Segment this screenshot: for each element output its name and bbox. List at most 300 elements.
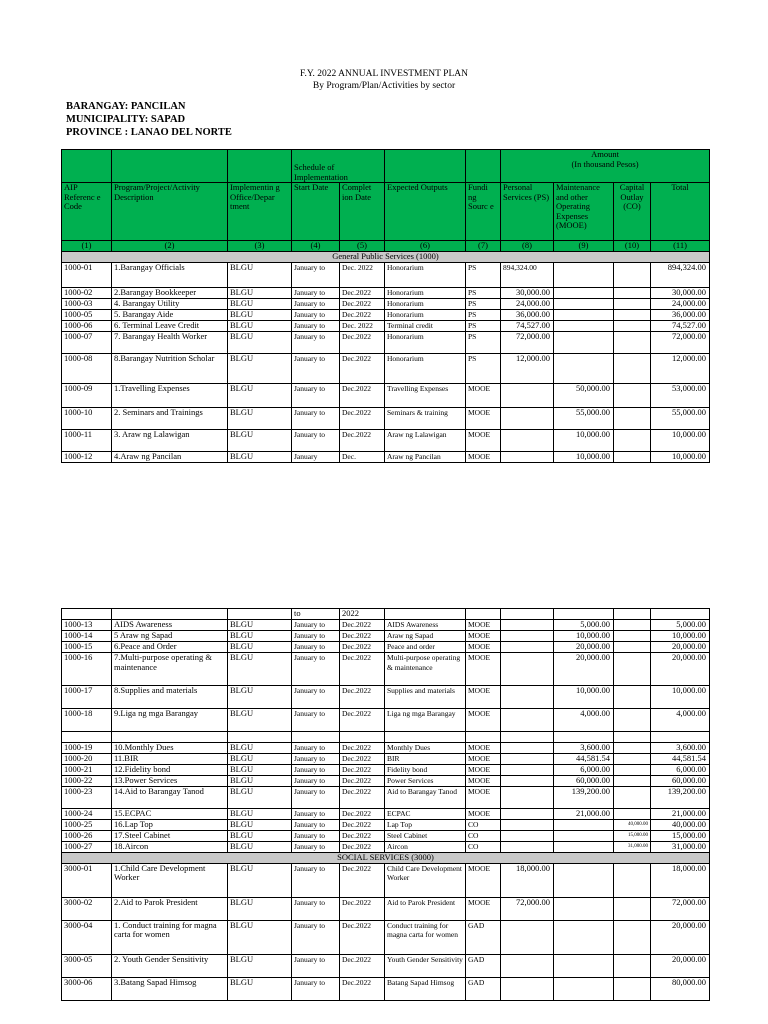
- total-amount-cell: 6,000.00: [651, 765, 710, 776]
- mooe-amount-cell: [554, 820, 614, 831]
- mooe-amount-cell: [554, 732, 614, 743]
- start-date-cell: January to: [292, 743, 340, 754]
- description-cell: AIDS Awareness: [112, 620, 228, 631]
- funding-source-cell: PS: [466, 331, 501, 353]
- co-amount-cell: 31,000.00: [614, 842, 651, 853]
- co-amount-cell: [614, 754, 651, 765]
- mooe-amount-cell: [554, 262, 614, 287]
- expected-output-cell: Peace and order: [385, 642, 466, 653]
- total-amount-cell: 21,000.00: [651, 809, 710, 820]
- office-cell: BLGU: [228, 642, 292, 653]
- aip-code-cell: 1000-18: [62, 709, 112, 732]
- co-amount-cell: [614, 429, 651, 451]
- description-cell: 14.Aid to Barangay Tanod: [112, 787, 228, 809]
- aip-code-cell: 1000-21: [62, 765, 112, 776]
- office-cell: BLGU: [228, 754, 292, 765]
- table-row: [62, 743, 710, 754]
- co-amount-cell: [614, 642, 651, 653]
- funding-source-cell: PS: [466, 309, 501, 320]
- completion-date-cell: Dec.2022: [340, 287, 385, 298]
- completion-date-cell: Dec.2022: [340, 631, 385, 642]
- completion-date-cell: Dec.2022: [340, 709, 385, 732]
- funding-source-cell: MOOE: [466, 642, 501, 653]
- table-row: [62, 977, 710, 1000]
- total-amount-cell: 44,581.54: [651, 754, 710, 765]
- start-date-cell: January to: [292, 631, 340, 642]
- ps-amount-cell: 24,000.00: [501, 298, 554, 309]
- total-amount-cell: 74,527.00: [651, 320, 710, 331]
- completion-date-cell: Dec.2022: [340, 820, 385, 831]
- table-row: [62, 831, 710, 842]
- office-cell: [228, 732, 292, 743]
- table-row: [62, 754, 710, 765]
- description-cell: 3. Araw ng Lalawigan: [112, 429, 228, 451]
- ps-amount-cell: [501, 642, 554, 653]
- funding-source-cell: MOOE: [466, 809, 501, 820]
- expected-output-cell: Monthly Dues: [385, 743, 466, 754]
- table-row: [62, 287, 710, 298]
- col-funding-header: Fundi ng Sourc e: [466, 183, 501, 241]
- office-cell: BLGU: [228, 776, 292, 787]
- ps-amount-cell: [501, 429, 554, 451]
- aip-code-cell: 3000-06: [62, 977, 112, 1000]
- expected-output-cell: Aid to Barangay Tanod: [385, 787, 466, 809]
- aip-code-cell: 1000-17: [62, 686, 112, 709]
- ps-amount-cell: [501, 954, 554, 977]
- table-row: [62, 262, 710, 287]
- start-date-cell: January to: [292, 653, 340, 686]
- mooe-amount-cell: 4,000.00: [554, 709, 614, 732]
- ps-amount-cell: [501, 842, 554, 853]
- co-amount-cell: [614, 920, 651, 954]
- total-amount-cell: 72,000.00: [651, 897, 710, 920]
- office-cell: BLGU: [228, 709, 292, 732]
- office-cell: BLGU: [228, 809, 292, 820]
- co-amount-cell: [614, 743, 651, 754]
- co-amount-cell: [614, 287, 651, 298]
- co-amount-cell: [614, 863, 651, 897]
- office-cell: BLGU: [228, 298, 292, 309]
- table-row: [62, 897, 710, 920]
- aip-code-cell: 1000-14: [62, 631, 112, 642]
- mooe-amount-cell: [554, 897, 614, 920]
- document-subtitle: By Program/Plan/Activities by sector: [312, 81, 456, 91]
- col-num: (4): [292, 241, 340, 252]
- co-amount-cell: [614, 407, 651, 429]
- mooe-amount-cell: 10,000.00: [554, 429, 614, 451]
- start-date-cell: January to: [292, 809, 340, 820]
- table-row: [62, 383, 710, 407]
- description-cell: 4.Araw ng Pancilan: [112, 451, 228, 462]
- ps-amount-cell: 72,000.00: [501, 897, 554, 920]
- description-cell: 9.Liga ng mga Barangay: [112, 709, 228, 732]
- funding-source-cell: MOOE: [466, 897, 501, 920]
- expected-output-cell: Honorarium: [385, 287, 466, 298]
- co-amount-cell: [614, 653, 651, 686]
- co-amount-cell: [614, 776, 651, 787]
- description-cell: 17.Steel Cabinet: [112, 831, 228, 842]
- funding-source-cell: MOOE: [466, 653, 501, 686]
- completion-date-cell: Dec.2022: [340, 776, 385, 787]
- table-row: [62, 863, 710, 897]
- document-title: F.Y. 2022 ANNUAL INVESTMENT PLAN: [300, 69, 468, 79]
- expected-output-cell: Liga ng mga Barangay: [385, 709, 466, 732]
- expected-output-cell: Honorarium: [385, 298, 466, 309]
- completion-date-cell: Dec.2022: [340, 831, 385, 842]
- table-row: [62, 429, 710, 451]
- co-amount-cell: [614, 765, 651, 776]
- description-cell: 1.Travelling Expenses: [112, 383, 228, 407]
- table-body-page1: [62, 262, 710, 462]
- description-cell: 13.Power Services: [112, 776, 228, 787]
- mooe-amount-cell: [554, 298, 614, 309]
- completion-date-cell: Dec.2022: [340, 429, 385, 451]
- completion-date-cell: Dec.2022: [340, 743, 385, 754]
- funding-source-cell: PS: [466, 287, 501, 298]
- total-amount-cell: 10,000.00: [651, 686, 710, 709]
- total-amount-cell: 139,200.00: [651, 787, 710, 809]
- total-amount-cell: 80,000.00: [651, 977, 710, 1000]
- expected-output-cell: ECPAC: [385, 809, 466, 820]
- ps-amount-cell: [501, 920, 554, 954]
- col-aip-code-header: AIP Referenc e Code: [62, 183, 112, 241]
- expected-output-cell: Fidelity bond: [385, 765, 466, 776]
- co-amount-cell: [614, 809, 651, 820]
- table-row: [62, 331, 710, 353]
- completion-date-cell: Dec.2022: [340, 977, 385, 1000]
- expected-output-cell: Travelling Expenses: [385, 383, 466, 407]
- col-num: (2): [112, 241, 228, 252]
- completion-date-cell: Dec.2022: [340, 383, 385, 407]
- mooe-amount-cell: [554, 842, 614, 853]
- funding-source-cell: [466, 732, 501, 743]
- start-date-cell: January to: [292, 954, 340, 977]
- completion-date-cell: Dec.: [340, 451, 385, 462]
- total-amount-cell: 3,600.00: [651, 743, 710, 754]
- co-amount-cell: [614, 331, 651, 353]
- co-amount-cell: [614, 353, 651, 383]
- total-amount-cell: 12,000.00: [651, 353, 710, 383]
- cont-start: to: [292, 609, 340, 620]
- mooe-amount-cell: [554, 331, 614, 353]
- table-row: [62, 298, 710, 309]
- description-cell: 12.Fidelity bond: [112, 765, 228, 776]
- expected-output-cell: Honorarium: [385, 309, 466, 320]
- ps-amount-cell: [501, 653, 554, 686]
- start-date-cell: January to: [292, 642, 340, 653]
- ps-amount-cell: 894,324.00: [501, 262, 554, 287]
- co-amount-cell: [614, 897, 651, 920]
- table-row: [62, 765, 710, 776]
- mooe-amount-cell: 50,000.00: [554, 383, 614, 407]
- description-cell: 2. Seminars and Trainings: [112, 407, 228, 429]
- col-num: (6): [385, 241, 466, 252]
- funding-source-cell: MOOE: [466, 765, 501, 776]
- ps-amount-cell: [501, 831, 554, 842]
- description-cell: 8.Barangay Nutrition Scholar: [112, 353, 228, 383]
- office-cell: BLGU: [228, 407, 292, 429]
- description-cell: 4. Barangay Utility: [112, 298, 228, 309]
- expected-output-cell: Steel Cabinet: [385, 831, 466, 842]
- funding-source-cell: GAD: [466, 920, 501, 954]
- table-row: [62, 642, 710, 653]
- mooe-amount-cell: [554, 831, 614, 842]
- funding-source-cell: MOOE: [466, 776, 501, 787]
- office-cell: BLGU: [228, 287, 292, 298]
- ps-amount-cell: [501, 709, 554, 732]
- col-ppa-header: Program/Project/Activity Description: [112, 183, 228, 241]
- total-amount-cell: 894,324.00: [651, 262, 710, 287]
- total-amount-cell: 31,000.00: [651, 842, 710, 853]
- ps-amount-cell: [501, 620, 554, 631]
- funding-source-cell: MOOE: [466, 429, 501, 451]
- total-amount-cell: 24,000.00: [651, 298, 710, 309]
- funding-source-cell: PS: [466, 298, 501, 309]
- total-amount-cell: 4,000.00: [651, 709, 710, 732]
- office-cell: BLGU: [228, 353, 292, 383]
- funding-source-cell: MOOE: [466, 863, 501, 897]
- expected-output-cell: Honorarium: [385, 353, 466, 383]
- office-cell: BLGU: [228, 977, 292, 1000]
- office-cell: BLGU: [228, 331, 292, 353]
- description-cell: 2.Aid to Parok President: [112, 897, 228, 920]
- completion-date-cell: Dec.2022: [340, 331, 385, 353]
- total-amount-cell: 53,000.00: [651, 383, 710, 407]
- start-date-cell: January to: [292, 897, 340, 920]
- description-cell: 2.Barangay Bookkeeper: [112, 287, 228, 298]
- mooe-amount-cell: [554, 863, 614, 897]
- expected-output-cell: Honorarium: [385, 331, 466, 353]
- funding-source-cell: MOOE: [466, 709, 501, 732]
- co-amount-cell: [614, 320, 651, 331]
- expected-output-cell: BIR: [385, 754, 466, 765]
- start-date-cell: January to: [292, 620, 340, 631]
- start-date-cell: January to: [292, 320, 340, 331]
- investment-table-page1: [61, 149, 710, 463]
- expected-output-cell: Araw ng Lalawigan: [385, 429, 466, 451]
- aip-code-cell: [62, 732, 112, 743]
- province-label: PROVINCE : LANAO DEL NORTE: [66, 127, 232, 138]
- completion-date-cell: Dec. 2022: [340, 320, 385, 331]
- ps-amount-cell: [501, 809, 554, 820]
- expected-output-cell: Aid to Parok President: [385, 897, 466, 920]
- investment-table-page2: [61, 608, 710, 1001]
- col-num: (9): [554, 241, 614, 252]
- completion-date-cell: Dec.2022: [340, 809, 385, 820]
- col-num: (5): [340, 241, 385, 252]
- mooe-amount-cell: 55,000.00: [554, 407, 614, 429]
- ps-amount-cell: [501, 765, 554, 776]
- description-cell: 6.Peace and Order: [112, 642, 228, 653]
- table-body-page2b: [62, 863, 710, 1000]
- completion-date-cell: Dec.2022: [340, 954, 385, 977]
- total-amount-cell: 60,000.00: [651, 776, 710, 787]
- expected-output-cell: Lap Top: [385, 820, 466, 831]
- ps-amount-cell: [501, 776, 554, 787]
- start-date-cell: January to: [292, 787, 340, 809]
- col-outputs-header: Expected Outputs: [385, 183, 466, 241]
- description-cell: 15.ECPAC: [112, 809, 228, 820]
- expected-output-cell: Supplies and materials: [385, 686, 466, 709]
- funding-source-cell: MOOE: [466, 451, 501, 462]
- table-header-row-main: [62, 183, 710, 241]
- office-cell: BLGU: [228, 429, 292, 451]
- funding-source-cell: MOOE: [466, 754, 501, 765]
- ps-amount-cell: [501, 743, 554, 754]
- aip-code-cell: 1000-27: [62, 842, 112, 853]
- co-amount-cell: [614, 977, 651, 1000]
- funding-source-cell: CO: [466, 820, 501, 831]
- col-mooe-header: Maintenance and other Operating Expenses (MOOE): [554, 183, 614, 241]
- completion-date-cell: Dec.2022: [340, 842, 385, 853]
- start-date-cell: January to: [292, 298, 340, 309]
- mooe-amount-cell: 139,200.00: [554, 787, 614, 809]
- col-total-header: Total: [651, 183, 710, 241]
- office-cell: BLGU: [228, 897, 292, 920]
- ps-amount-cell: 30,000.00: [501, 287, 554, 298]
- mooe-amount-cell: 20,000.00: [554, 653, 614, 686]
- aip-code-cell: 1000-07: [62, 331, 112, 353]
- office-cell: BLGU: [228, 787, 292, 809]
- table-row: [62, 732, 710, 743]
- start-date-cell: January to: [292, 309, 340, 320]
- total-amount-cell: 40,000.00: [651, 820, 710, 831]
- funding-source-cell: MOOE: [466, 383, 501, 407]
- start-date-cell: January to: [292, 863, 340, 897]
- completion-date-cell: Dec.2022: [340, 298, 385, 309]
- description-cell: [112, 732, 228, 743]
- total-amount-cell: 10,000.00: [651, 429, 710, 451]
- office-cell: BLGU: [228, 309, 292, 320]
- total-amount-cell: 10,000.00: [651, 451, 710, 462]
- mooe-amount-cell: 10,000.00: [554, 631, 614, 642]
- aip-code-cell: 1000-20: [62, 754, 112, 765]
- co-amount-cell: [614, 309, 651, 320]
- expected-output-cell: Honorarium: [385, 262, 466, 287]
- co-amount-cell: [614, 383, 651, 407]
- completion-date-cell: Dec.2022: [340, 642, 385, 653]
- office-cell: BLGU: [228, 451, 292, 462]
- table-row: [62, 709, 710, 732]
- expected-output-cell: Youth Gender Sensitivity: [385, 954, 466, 977]
- table-row: [62, 353, 710, 383]
- table-header-row-top: [62, 150, 710, 183]
- ps-amount-cell: 36,000.00: [501, 309, 554, 320]
- total-amount-cell: 5,000.00: [651, 620, 710, 631]
- completion-date-cell: [340, 732, 385, 743]
- aip-code-cell: 1000-12: [62, 451, 112, 462]
- co-amount-cell: [614, 451, 651, 462]
- office-cell: BLGU: [228, 743, 292, 754]
- barangay-label: BARANGAY: PANCILAN: [66, 101, 186, 112]
- total-amount-cell: 55,000.00: [651, 407, 710, 429]
- aip-code-cell: 1000-15: [62, 642, 112, 653]
- co-amount-cell: [614, 262, 651, 287]
- mooe-amount-cell: 5,000.00: [554, 620, 614, 631]
- col-num: (3): [228, 241, 292, 252]
- funding-source-cell: PS: [466, 262, 501, 287]
- expected-output-cell: Aircon: [385, 842, 466, 853]
- total-amount-cell: 20,000.00: [651, 954, 710, 977]
- aip-code-cell: 3000-04: [62, 920, 112, 954]
- funding-source-cell: GAD: [466, 977, 501, 1000]
- description-cell: 8.Supplies and materials: [112, 686, 228, 709]
- total-amount-cell: 10,000.00: [651, 631, 710, 642]
- office-cell: BLGU: [228, 653, 292, 686]
- completion-date-cell: Dec.2022: [340, 754, 385, 765]
- aip-code-cell: 1000-13: [62, 620, 112, 631]
- expected-output-cell: Araw ng Pancilan: [385, 451, 466, 462]
- col-num: (8): [501, 241, 554, 252]
- start-date-cell: January to: [292, 262, 340, 287]
- start-date-cell: January to: [292, 353, 340, 383]
- aip-code-cell: 3000-01: [62, 863, 112, 897]
- start-date-cell: January to: [292, 765, 340, 776]
- description-cell: 1. Conduct training for magna carta for women: [112, 920, 228, 954]
- funding-source-cell: CO: [466, 842, 501, 853]
- mooe-amount-cell: 44,581.54: [554, 754, 614, 765]
- table-row: [62, 842, 710, 853]
- schedule-header: Schedule of Implementation: [292, 150, 385, 183]
- completion-date-cell: Dec.2022: [340, 309, 385, 320]
- co-amount-cell: [614, 686, 651, 709]
- ps-amount-cell: 72,000.00: [501, 331, 554, 353]
- total-amount-cell: [651, 732, 710, 743]
- description-cell: 5. Barangay Aide: [112, 309, 228, 320]
- expected-output-cell: Conduct training for magna carta for women: [385, 920, 466, 954]
- ps-amount-cell: [501, 383, 554, 407]
- aip-code-cell: 3000-02: [62, 897, 112, 920]
- completion-date-cell: Dec.2022: [340, 863, 385, 897]
- expected-output-cell: Multi-purpose operating & maintenance: [385, 653, 466, 686]
- mooe-amount-cell: 20,000.00: [554, 642, 614, 653]
- ps-amount-cell: 18,000.00: [501, 863, 554, 897]
- description-cell: 10.Monthly Dues: [112, 743, 228, 754]
- sector-general-label: General Public Services (1000): [62, 252, 710, 263]
- total-amount-cell: 20,000.00: [651, 642, 710, 653]
- expected-output-cell: Child Care Development Worker: [385, 863, 466, 897]
- funding-source-cell: MOOE: [466, 743, 501, 754]
- table-row: [62, 320, 710, 331]
- office-cell: BLGU: [228, 620, 292, 631]
- aip-code-cell: 1000-19: [62, 743, 112, 754]
- office-cell: BLGU: [228, 383, 292, 407]
- ps-amount-cell: 12,000.00: [501, 353, 554, 383]
- col-start-header: Start Date: [292, 183, 340, 241]
- description-cell: 5 Araw ng Sapad: [112, 631, 228, 642]
- aip-code-cell: 3000-05: [62, 954, 112, 977]
- start-date-cell: January to: [292, 820, 340, 831]
- start-date-cell: January to: [292, 407, 340, 429]
- aip-code-cell: 1000-22: [62, 776, 112, 787]
- funding-source-cell: MOOE: [466, 787, 501, 809]
- description-cell: 1.Barangay Officials: [112, 262, 228, 287]
- start-date-cell: January to: [292, 709, 340, 732]
- ps-amount-cell: [501, 820, 554, 831]
- mooe-amount-cell: 21,000.00: [554, 809, 614, 820]
- office-cell: BLGU: [228, 262, 292, 287]
- table-row: [62, 407, 710, 429]
- co-amount-cell: [614, 631, 651, 642]
- col-num: (11): [651, 241, 710, 252]
- column-number-row: [62, 241, 710, 252]
- table-row: [62, 776, 710, 787]
- col-office-header: Implementin g Office/Depar tment: [228, 183, 292, 241]
- total-amount-cell: 18,000.00: [651, 863, 710, 897]
- table-row: [62, 620, 710, 631]
- co-amount-cell: [614, 620, 651, 631]
- completion-date-cell: Dec.2022: [340, 686, 385, 709]
